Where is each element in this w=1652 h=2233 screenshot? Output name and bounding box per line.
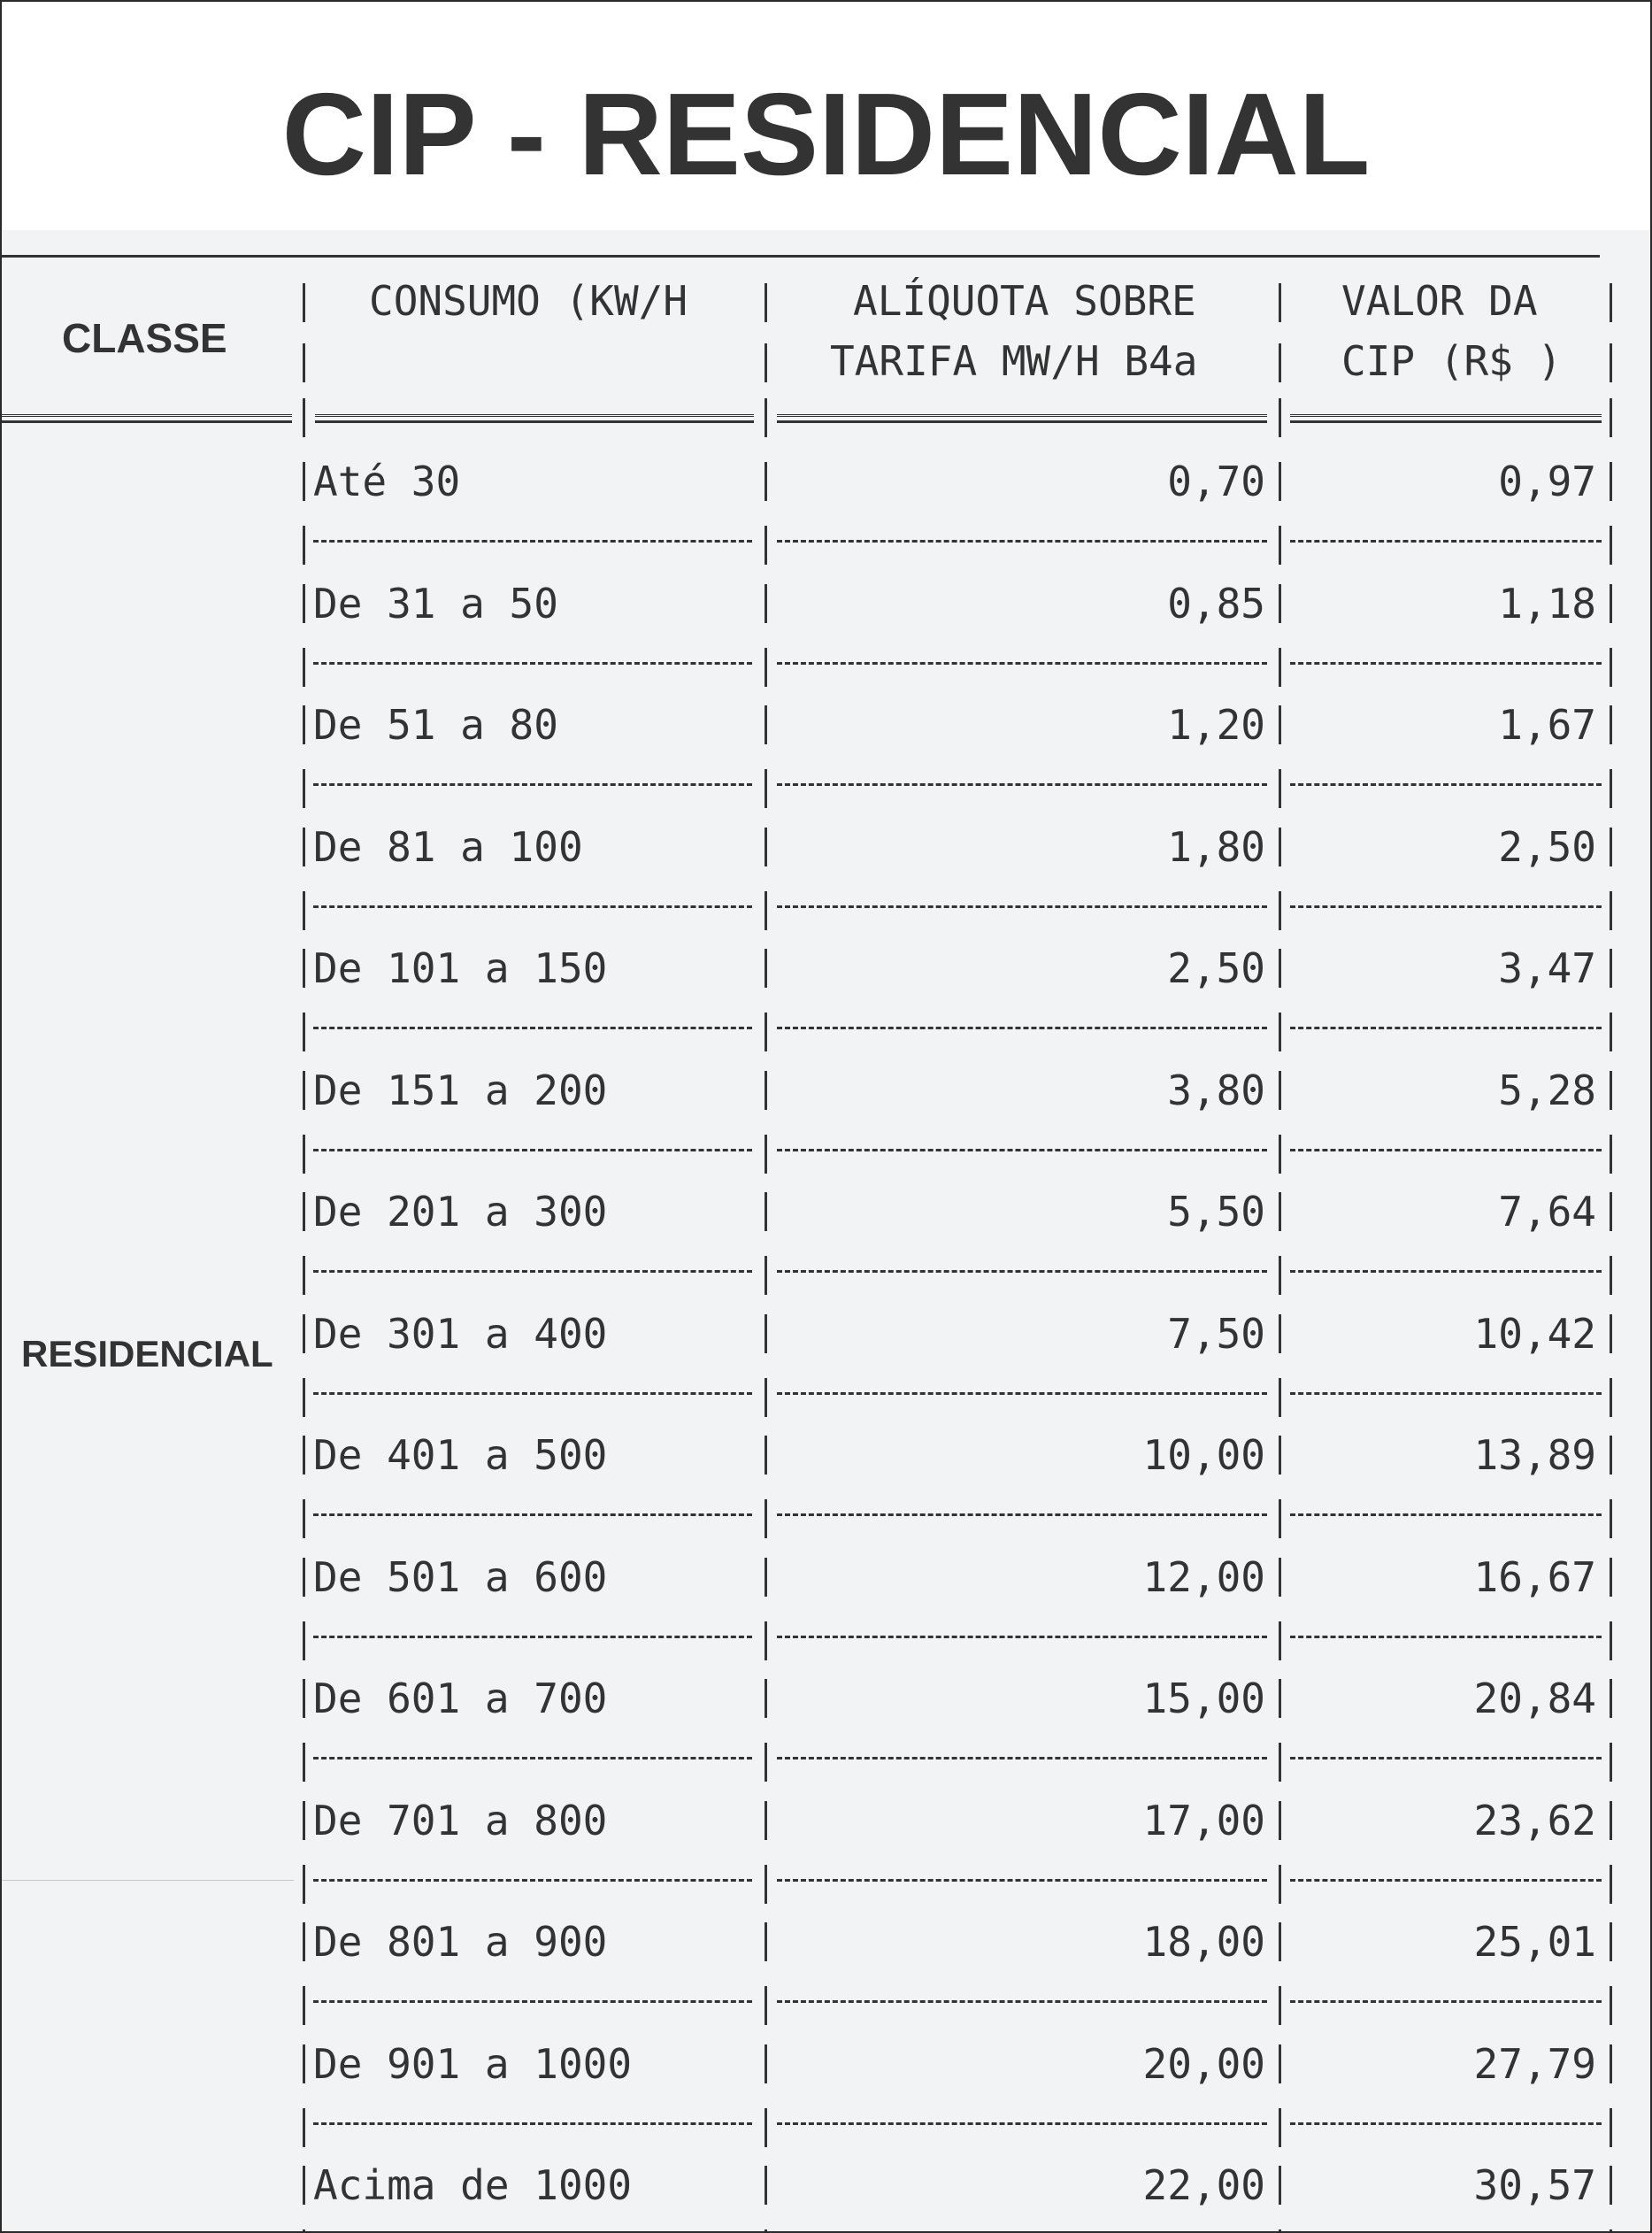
- row-dashed-rule: [313, 1879, 752, 1882]
- row-dashed-rule: [1290, 540, 1602, 543]
- cell-valor: 1,67: [1498, 701, 1596, 749]
- row-separator-bar: [765, 1378, 767, 1417]
- row-separator-bar: [765, 1558, 767, 1597]
- cell-valor: 16,67: [1473, 1553, 1596, 1601]
- cell-valor: 2,50: [1498, 823, 1596, 871]
- header-bar: [303, 283, 305, 322]
- row-separator-bar: [1279, 1135, 1281, 1174]
- row-separator-bar: [765, 1013, 767, 1051]
- row-separator-bar: [1279, 891, 1281, 930]
- row-separator-bar: [1279, 2044, 1281, 2083]
- row-dashed-rule: [313, 1392, 752, 1395]
- cell-consumo: De 151 a 200: [313, 1066, 608, 1114]
- row-dashed-rule: [777, 662, 1267, 665]
- row-separator-bar: [1279, 1314, 1281, 1353]
- row-separator-bar: [765, 1986, 767, 2025]
- row-separator-bar: [1610, 1436, 1612, 1475]
- row-dashed-rule: [1290, 1879, 1602, 1882]
- row-separator-bar: [1279, 1256, 1281, 1295]
- row-separator-bar: [765, 1743, 767, 1782]
- row-dashed-rule: [1290, 1270, 1602, 1273]
- header-band: [2, 2, 1650, 230]
- row-separator-bar: [1610, 1314, 1612, 1353]
- row-separator-bar: [1610, 2166, 1612, 2205]
- header-bar: [303, 343, 305, 382]
- row-dashed-rule: [313, 1513, 752, 1516]
- row-separator-bar: [765, 462, 767, 501]
- row-separator-bar: [765, 1135, 767, 1174]
- row-separator-bar: [1610, 1499, 1612, 1538]
- row-dashed-rule: [313, 2122, 752, 2125]
- row-separator-bar: [303, 1256, 305, 1295]
- row-dashed-rule: [1290, 2000, 1602, 2003]
- row-separator-bar: [765, 648, 767, 687]
- row-separator-bar: [765, 949, 767, 988]
- row-separator-bar: [303, 1314, 305, 1353]
- row-separator-bar: [765, 1679, 767, 1718]
- cell-consumo: De 901 a 1000: [313, 2040, 633, 2088]
- row-separator-bar: [1279, 2229, 1281, 2233]
- cell-consumo: De 101 a 150: [313, 944, 608, 992]
- row-separator-bar: [765, 1314, 767, 1353]
- cell-valor: 3,47: [1498, 944, 1596, 992]
- row-separator-bar: [765, 1499, 767, 1538]
- row-separator-bar: [303, 648, 305, 687]
- cell-consumo: De 31 a 50: [313, 580, 558, 628]
- row-separator-bar: [1610, 828, 1612, 866]
- row-separator-bar: [1279, 1743, 1281, 1782]
- header-consumo: CONSUMO (KW/H: [369, 277, 688, 325]
- row-dashed-rule: [777, 1149, 1267, 1151]
- row-separator-bar: [765, 769, 767, 808]
- row-separator-bar: [303, 1679, 305, 1718]
- row-separator-bar: [1279, 1865, 1281, 1904]
- row-separator-bar: [1279, 1986, 1281, 2025]
- row-dashed-rule: [777, 1027, 1267, 1029]
- cell-consumo: De 301 a 400: [313, 1310, 608, 1358]
- row-separator-bar: [1610, 891, 1612, 930]
- row-separator-bar: [303, 1135, 305, 1174]
- row-dashed-rule: [1290, 1027, 1602, 1029]
- cell-aliquota: 1,80: [1167, 823, 1265, 871]
- classe-divider: [2, 1880, 294, 1881]
- row-separator-bar: [1610, 1256, 1612, 1295]
- cell-valor: 25,01: [1473, 1918, 1596, 1966]
- cell-consumo: Até 30: [313, 458, 461, 505]
- row-dashed-rule: [777, 1513, 1267, 1516]
- row-separator-bar: [1279, 1378, 1281, 1417]
- cell-aliquota: 0,70: [1167, 458, 1265, 505]
- cell-valor: 23,62: [1473, 1797, 1596, 1844]
- row-separator-bar: [1279, 584, 1281, 623]
- row-separator-bar: [1610, 648, 1612, 687]
- row-separator-bar: [1279, 1071, 1281, 1110]
- row-dashed-rule: [1290, 2122, 1602, 2125]
- cell-aliquota: 5,50: [1167, 1188, 1265, 1236]
- cell-consumo: De 81 a 100: [313, 823, 583, 871]
- row-separator-bar: [303, 1013, 305, 1051]
- cell-consumo: De 801 a 900: [313, 1918, 608, 1966]
- row-separator-bar: [303, 1192, 305, 1231]
- cell-valor: 20,84: [1473, 1675, 1596, 1722]
- row-separator-bar: [1279, 1621, 1281, 1660]
- row-separator-bar: [1279, 705, 1281, 744]
- cell-consumo: De 51 a 80: [313, 701, 558, 749]
- cell-aliquota: 12,00: [1142, 1553, 1265, 1601]
- cell-valor: 10,42: [1473, 1310, 1596, 1358]
- header-aliquota-line2: TARIFA MW/H B4a: [830, 337, 1198, 385]
- cell-valor: 13,89: [1473, 1431, 1596, 1479]
- row-separator-bar: [1610, 1679, 1612, 1718]
- cell-aliquota: 10,00: [1142, 1431, 1265, 1479]
- row-separator-bar: [1279, 1922, 1281, 1961]
- row-dashed-rule: [313, 1757, 752, 1759]
- row-separator-bar: [303, 1071, 305, 1110]
- row-separator-bar: [1610, 584, 1612, 623]
- row-separator-bar: [1610, 949, 1612, 988]
- row-dashed-rule: [313, 905, 752, 908]
- cell-aliquota: 0,85: [1167, 580, 1265, 628]
- row-dashed-rule: [1290, 662, 1602, 665]
- row-separator-bar: [1279, 2108, 1281, 2147]
- row-dashed-rule: [1290, 905, 1602, 908]
- row-dashed-rule: [313, 662, 752, 665]
- row-separator-bar: [765, 2044, 767, 2083]
- row-dashed-rule: [313, 2000, 752, 2003]
- row-separator-bar: [1279, 949, 1281, 988]
- row-separator-bar: [1610, 1801, 1612, 1840]
- header-valor-line1: VALOR DA: [1341, 277, 1538, 325]
- cell-consumo: De 701 a 800: [313, 1797, 608, 1844]
- row-separator-bar: [1610, 769, 1612, 808]
- header-double-rule: [2, 398, 1621, 443]
- cell-valor: 30,57: [1473, 2161, 1596, 2209]
- header-valor-line2: CIP (R$ ): [1341, 337, 1563, 385]
- row-separator-bar: [303, 949, 305, 988]
- row-separator-bar: [303, 1743, 305, 1782]
- row-dashed-rule: [1290, 1392, 1602, 1395]
- row-dashed-rule: [777, 905, 1267, 908]
- cell-valor: 5,28: [1498, 1066, 1596, 1114]
- row-dashed-rule: [313, 1636, 752, 1638]
- page-title: CIP - RESIDENCIAL: [281, 69, 1371, 199]
- row-dashed-rule: [1290, 1636, 1602, 1638]
- row-separator-bar: [303, 2166, 305, 2205]
- row-separator-bar: [1279, 1192, 1281, 1231]
- row-separator-bar: [303, 2229, 305, 2233]
- row-separator-bar: [1279, 1436, 1281, 1475]
- row-dashed-rule: [777, 2000, 1267, 2003]
- header-bar: [1279, 343, 1281, 382]
- cell-consumo: De 401 a 500: [313, 1431, 608, 1479]
- row-separator-bar: [303, 1499, 305, 1538]
- row-separator-bar: [1610, 1013, 1612, 1051]
- row-separator-bar: [303, 2108, 305, 2147]
- row-dashed-rule: [313, 783, 752, 786]
- row-separator-bar: [303, 462, 305, 501]
- row-separator-bar: [765, 2108, 767, 2147]
- row-separator-bar: [303, 1801, 305, 1840]
- row-separator-bar: [1279, 828, 1281, 866]
- row-separator-bar: [303, 1865, 305, 1904]
- row-separator-bar: [765, 584, 767, 623]
- row-dashed-rule: [313, 1149, 752, 1151]
- row-separator-bar: [1610, 1071, 1612, 1110]
- row-separator-bar: [1279, 526, 1281, 565]
- row-separator-bar: [765, 526, 767, 565]
- header-bar: [1279, 283, 1281, 322]
- row-separator-bar: [765, 1621, 767, 1660]
- row-dashed-rule: [777, 1879, 1267, 1882]
- row-separator-bar: [303, 2044, 305, 2083]
- row-separator-bar: [765, 705, 767, 744]
- row-separator-bar: [303, 526, 305, 565]
- row-separator-bar: [1610, 1865, 1612, 1904]
- row-separator-bar: [765, 1922, 767, 1961]
- row-separator-bar: [1610, 705, 1612, 744]
- row-dashed-rule: [777, 2122, 1267, 2125]
- row-separator-bar: [1279, 1013, 1281, 1051]
- header-bar: [1610, 343, 1612, 382]
- row-separator-bar: [1279, 1679, 1281, 1718]
- cell-aliquota: 22,00: [1142, 2161, 1265, 2209]
- header-aliquota-line1: ALÍQUOTA SOBRE: [853, 277, 1196, 325]
- row-separator-bar: [765, 828, 767, 866]
- cell-aliquota: 18,00: [1142, 1918, 1265, 1966]
- row-separator-bar: [765, 1801, 767, 1840]
- row-dashed-rule: [1290, 1757, 1602, 1759]
- row-separator-bar: [1279, 769, 1281, 808]
- cell-valor: 7,64: [1498, 1188, 1596, 1236]
- row-separator-bar: [765, 1436, 767, 1475]
- row-dashed-rule: [777, 1757, 1267, 1759]
- row-separator-bar: [303, 769, 305, 808]
- row-separator-bar: [765, 891, 767, 930]
- row-dashed-rule: [313, 540, 752, 543]
- row-separator-bar: [1279, 2166, 1281, 2205]
- row-separator-bar: [303, 828, 305, 866]
- cell-aliquota: 1,20: [1167, 701, 1265, 749]
- row-separator-bar: [1610, 526, 1612, 565]
- row-separator-bar: [1610, 1135, 1612, 1174]
- cell-valor: 1,18: [1498, 580, 1596, 628]
- row-separator-bar: [765, 1256, 767, 1295]
- header-bar: [765, 343, 767, 382]
- cell-aliquota: 15,00: [1142, 1675, 1265, 1722]
- row-separator-bar: [1610, 1621, 1612, 1660]
- row-separator-bar: [303, 1558, 305, 1597]
- row-dashed-rule: [1290, 1513, 1602, 1516]
- row-dashed-rule: [1290, 783, 1602, 786]
- row-separator-bar: [1610, 1558, 1612, 1597]
- header-bar: [765, 283, 767, 322]
- cell-valor: 0,97: [1498, 458, 1596, 505]
- row-separator-bar: [765, 1865, 767, 1904]
- row-separator-bar: [765, 1192, 767, 1231]
- top-rule: [2, 255, 1600, 258]
- row-separator-bar: [1610, 462, 1612, 501]
- row-separator-bar: [303, 584, 305, 623]
- row-separator-bar: [1279, 648, 1281, 687]
- cell-consumo: De 601 a 700: [313, 1675, 608, 1722]
- row-separator-bar: [303, 705, 305, 744]
- row-separator-bar: [303, 1621, 305, 1660]
- cell-valor: 27,79: [1473, 2040, 1596, 2088]
- row-separator-bar: [1610, 2044, 1612, 2083]
- row-separator-bar: [1610, 2229, 1612, 2233]
- cell-aliquota: 2,50: [1167, 944, 1265, 992]
- row-dashed-rule: [313, 1027, 752, 1029]
- row-separator-bar: [1279, 1499, 1281, 1538]
- row-separator-bar: [765, 2229, 767, 2233]
- cell-consumo: De 201 a 300: [313, 1188, 608, 1236]
- row-dashed-rule: [777, 783, 1267, 786]
- row-separator-bar: [303, 1986, 305, 2025]
- row-dashed-rule: [777, 1270, 1267, 1273]
- row-separator-bar: [1610, 1378, 1612, 1417]
- row-separator-bar: [1610, 1986, 1612, 2025]
- row-dashed-rule: [777, 1392, 1267, 1395]
- header-classe: CLASSE: [62, 315, 227, 361]
- row-separator-bar: [303, 1378, 305, 1417]
- row-dashed-rule: [777, 540, 1267, 543]
- row-dashed-rule: [313, 1270, 752, 1273]
- row-separator-bar: [303, 1436, 305, 1475]
- header-bar: [1610, 283, 1612, 322]
- row-separator-bar: [1610, 1743, 1612, 1782]
- cell-consumo: De 501 a 600: [313, 1553, 608, 1601]
- row-separator-bar: [1279, 1558, 1281, 1597]
- row-dashed-rule: [777, 1636, 1267, 1638]
- row-separator-bar: [303, 1922, 305, 1961]
- cell-aliquota: 7,50: [1167, 1310, 1265, 1358]
- cell-aliquota: 3,80: [1167, 1066, 1265, 1114]
- row-separator-bar: [1279, 462, 1281, 501]
- cell-aliquota: 20,00: [1142, 2040, 1265, 2088]
- row-separator-bar: [303, 891, 305, 930]
- cell-aliquota: 17,00: [1142, 1797, 1265, 1844]
- row-separator-bar: [1610, 1192, 1612, 1231]
- classe-residencial: RESIDENCIAL: [21, 1333, 273, 1374]
- row-separator-bar: [1610, 2108, 1612, 2147]
- row-separator-bar: [765, 2166, 767, 2205]
- row-separator-bar: [1610, 1922, 1612, 1961]
- cell-consumo: Acima de 1000: [313, 2161, 633, 2209]
- row-separator-bar: [1279, 1801, 1281, 1840]
- row-separator-bar: [765, 1071, 767, 1110]
- row-dashed-rule: [1290, 1149, 1602, 1151]
